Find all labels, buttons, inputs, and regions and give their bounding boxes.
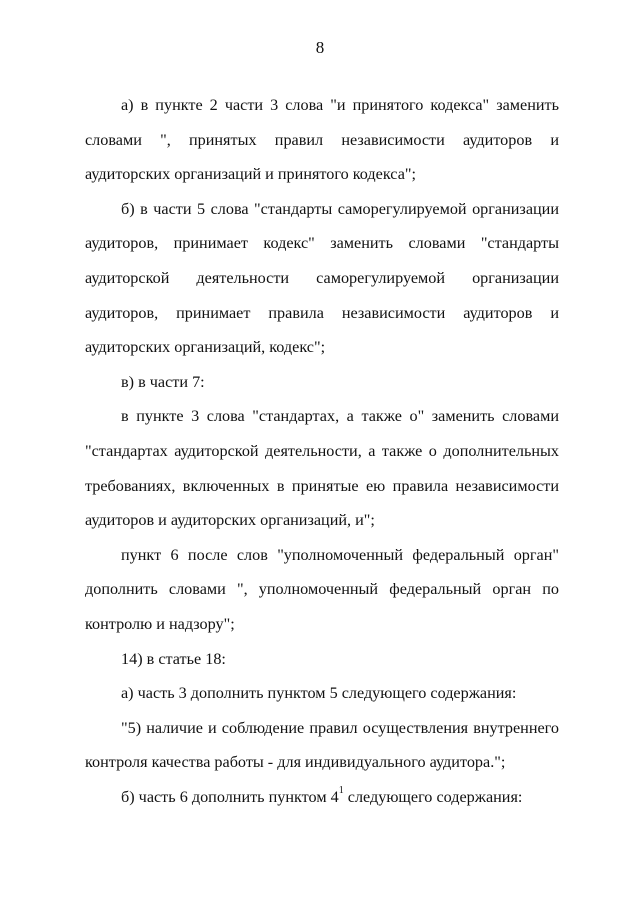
paragraph-b-part-5: б) в части 5 слова "стандарты саморегулируемой организации аудиторов, принимает кодекс" заменить словами "стандарты аудиторской деятельности саморегулируемой организации аудиторов, принимает правила независимости аудиторов и аудиторских организаций, кодекс"; <box>85 199 559 357</box>
paragraph-item-6: пункт 6 после слов "уполномоченный федеральный орган" дополнить словами ", уполномоченный федеральный орган по контролю и надзору"; <box>85 545 559 633</box>
page-number: 8 <box>315 38 325 57</box>
paragraph-article-18: 14) в статье 18: <box>121 649 226 668</box>
paragraph-item-3: в пункте 3 слова "стандартах, а также о" заменить словами "стандартах аудиторской деятельности, а также о дополнительных требованиях, включенных в принятые ею правила независимости аудиторов и аудиторских организаций, и"; <box>85 407 559 530</box>
superscript-index: 1 <box>338 785 344 797</box>
paragraph-item-5-text: "5) наличие и соблюдение правил осуществления внутреннего контроля качества работы - для индивидуального аудитора."; <box>85 718 559 772</box>
paragraph-v-part-7: в) в части 7: <box>121 372 205 391</box>
document-body <box>85 88 559 814</box>
paragraph-b-part-6 <box>85 780 559 815</box>
paragraph-a-part-3: а) часть 3 дополнить пунктом 5 следующего содержания: <box>121 684 517 703</box>
paragraph-a-item-2: а) в пункте 2 части 3 слова "и принятого кодекса" заменить словами ", принятых правил независимости аудиторов и аудиторских организаций и принятого кодекса"; <box>85 96 559 184</box>
paragraph-b-part-6-after: следующего содержания: <box>343 787 523 806</box>
paragraph-b-part-6-before: б) часть 6 дополнить пунктом 4 <box>121 787 339 806</box>
